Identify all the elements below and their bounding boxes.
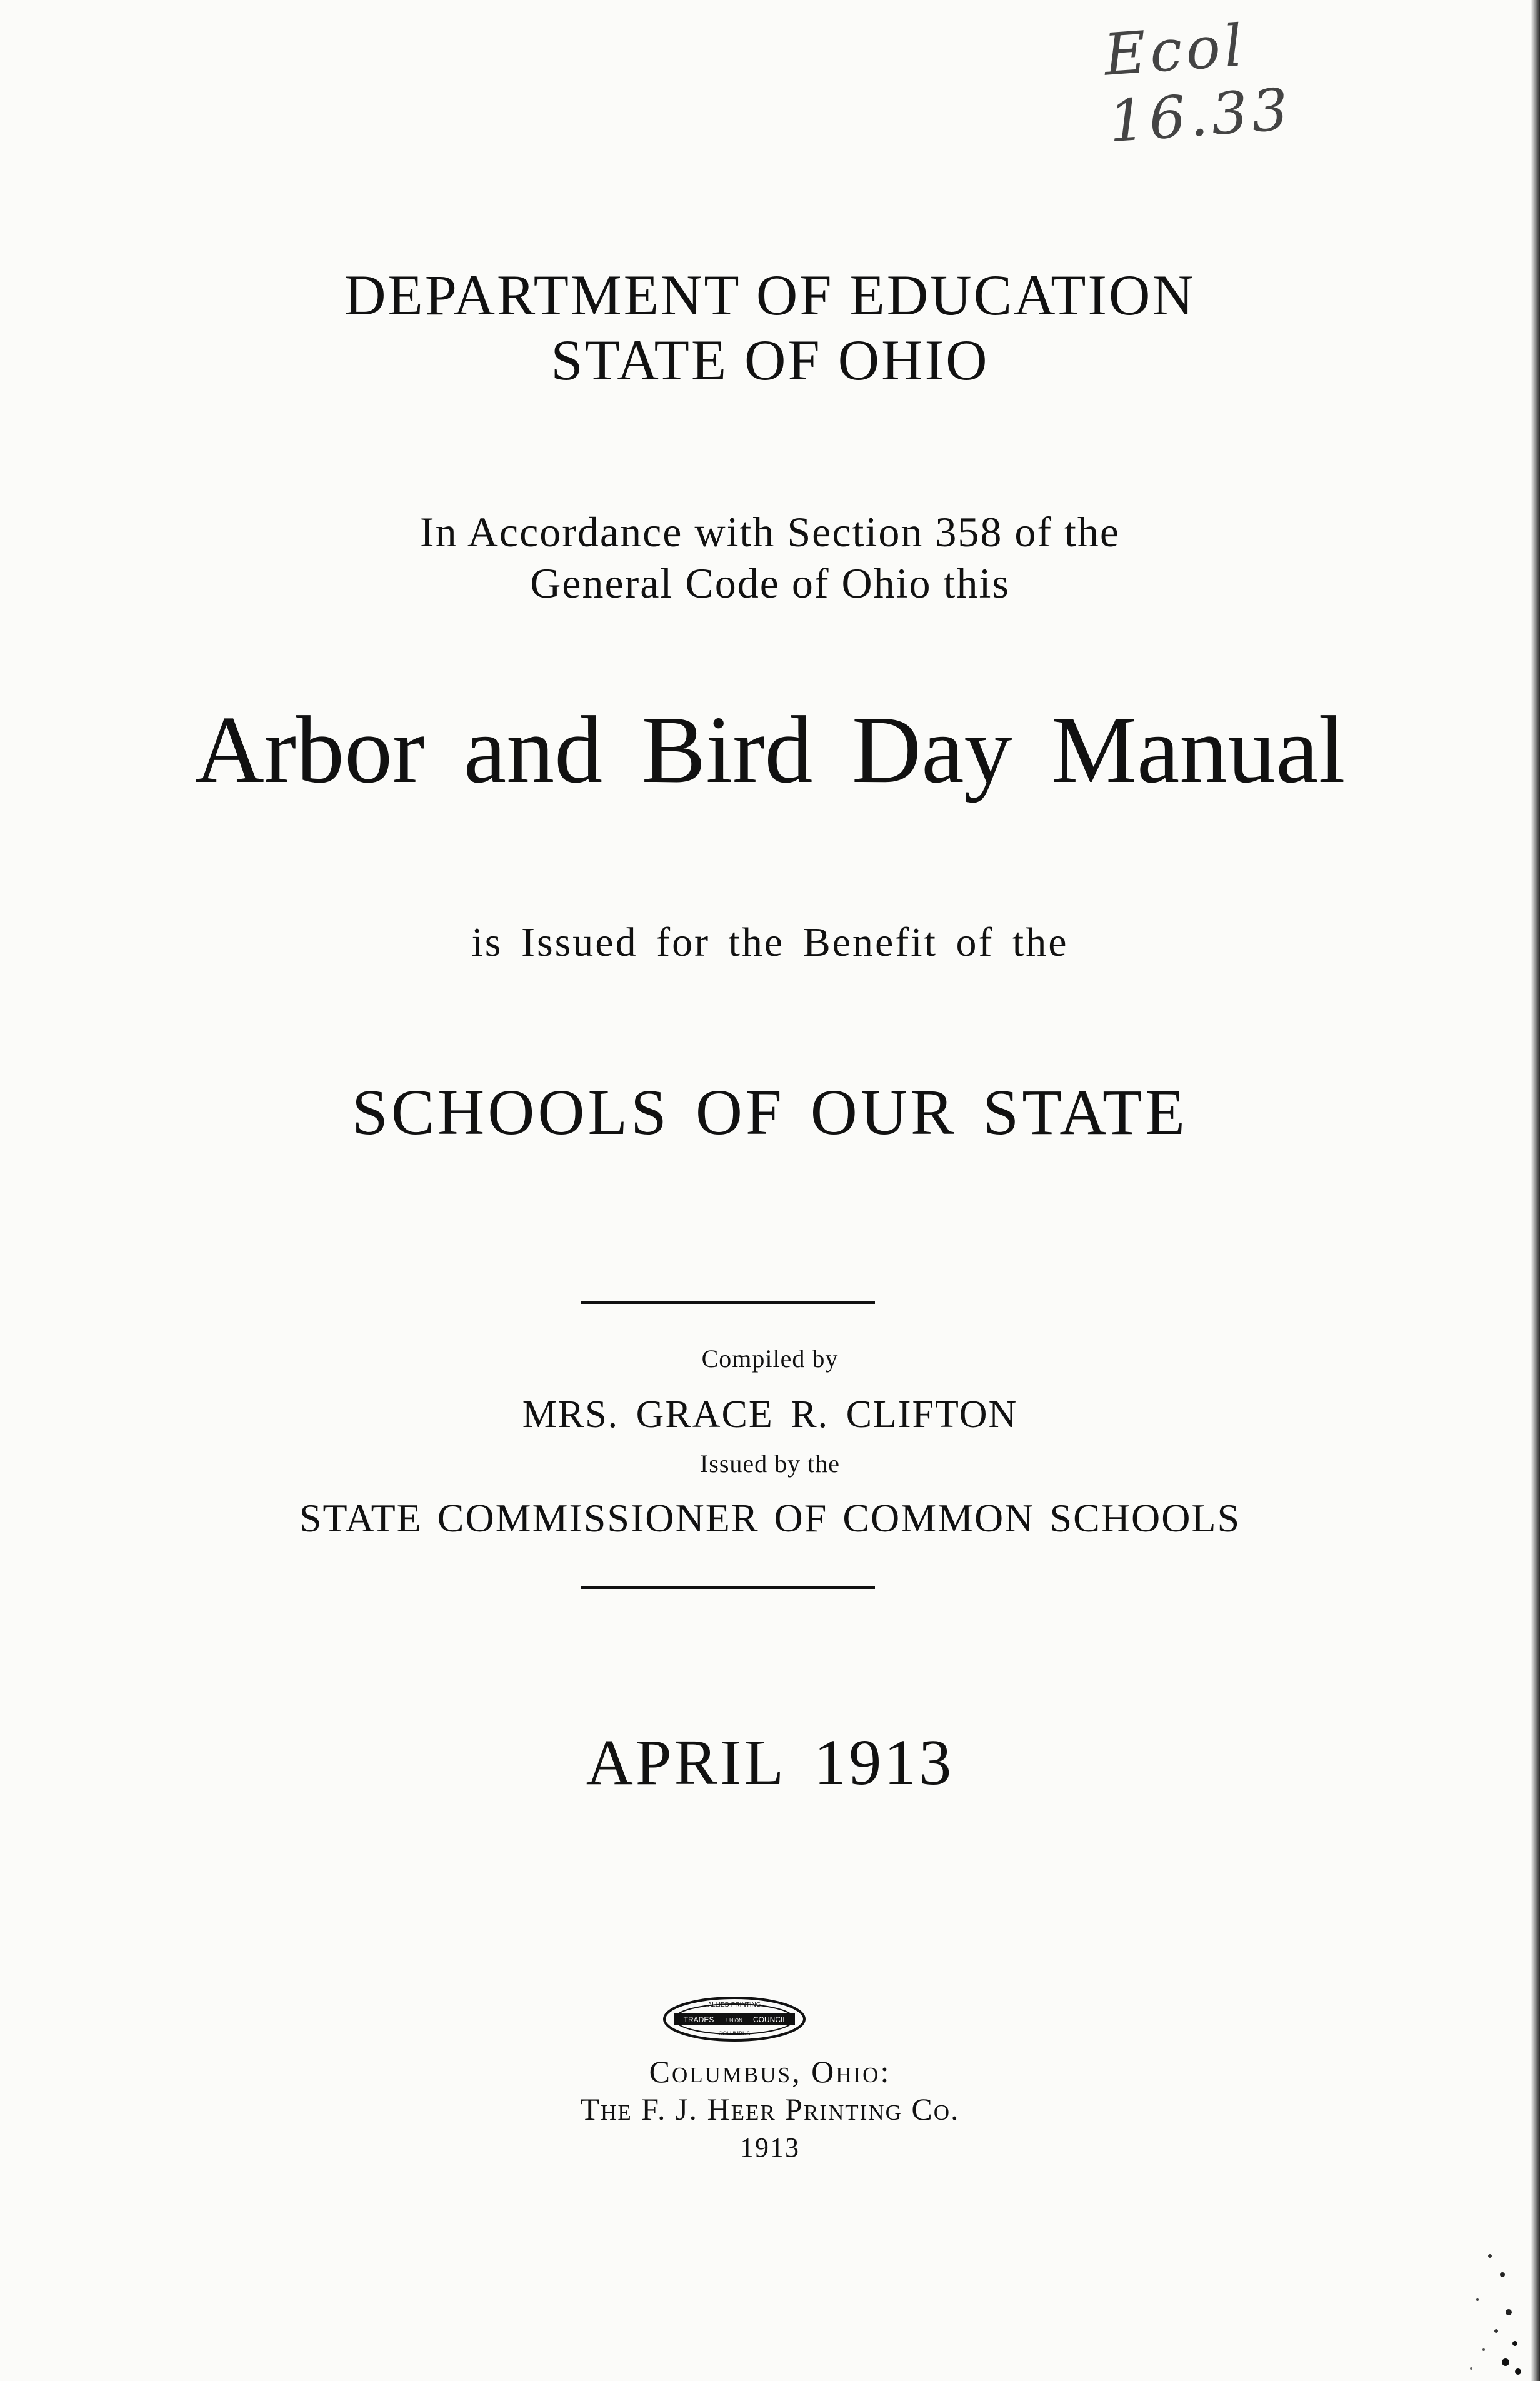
department-line-1: DEPARTMENT OF EDUCATION (344, 263, 1196, 327)
divider-rule-top (581, 1301, 875, 1304)
handwritten-note: Ecol 16.33 (1102, 12, 1294, 156)
document-title: Arbor and Bird Day Manual (194, 697, 1346, 803)
union-label-center-text: UNION (726, 2018, 742, 2023)
union-label-top-text: ALLIED PRINTING (708, 2002, 761, 2008)
accordance-statement (0, 506, 1540, 609)
department-line-2: STATE OF OHIO (551, 328, 989, 392)
accordance-line-2: General Code of Ohio this (530, 559, 1010, 607)
accordance-line-1: In Accordance with Section 358 of the (419, 508, 1121, 556)
union-label-bottom-text: COLUMBUS (718, 2030, 751, 2037)
imprint-printer: The F. J. Heer Printing Co. (580, 2092, 960, 2127)
compiled-by-label: Compiled by (701, 1345, 839, 1373)
union-label-left-text: TRADES (683, 2015, 714, 2024)
schools-heading: SCHOOLS OF OUR STATE (351, 1076, 1189, 1148)
handwritten-call-number (1102, 12, 1369, 156)
imprint-year: 1913 (740, 2132, 800, 2163)
union-label-right-text: COUNCIL (752, 2015, 788, 2024)
issued-for-line: is Issued for the Benefit of the (471, 920, 1069, 965)
publication-date: APRIL 1913 (586, 1727, 954, 1798)
issued-by-label: Issued by the (699, 1450, 841, 1478)
compiler-name: MRS. GRACE R. CLIFTON (522, 1393, 1018, 1436)
union-label-logo (661, 1994, 808, 2044)
divider-rule-bottom (581, 1586, 875, 1589)
page-stain-specks (1415, 2218, 1528, 2381)
imprint-city: Columbus, Ohio: (649, 2054, 891, 2089)
issuer-name: STATE COMMISSIONER OF COMMON SCHOOLS (299, 1496, 1241, 1540)
department-heading (0, 263, 1540, 393)
